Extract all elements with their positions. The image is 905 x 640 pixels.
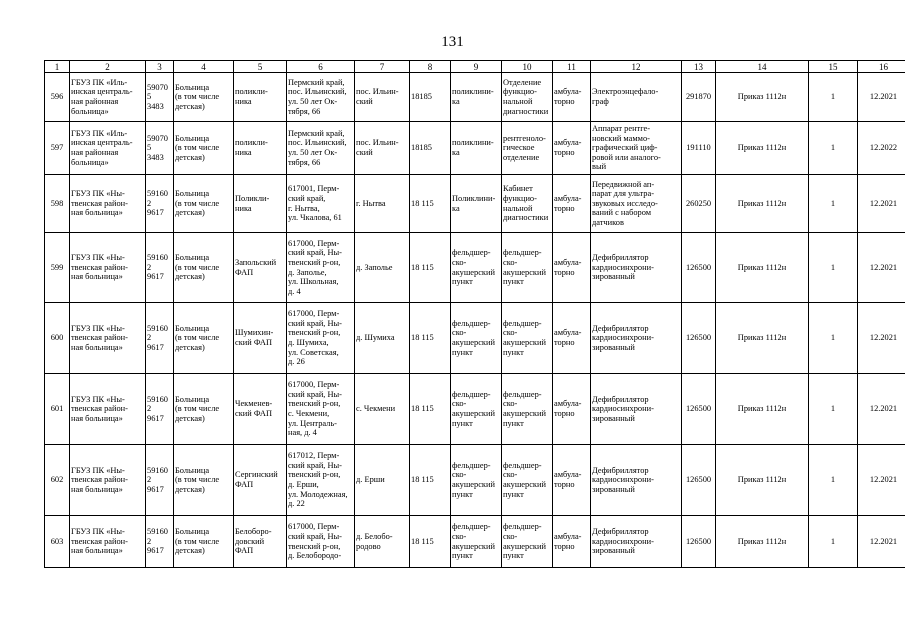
institution-type-cell: Больница (в том числе детская) xyxy=(174,73,234,122)
column-number: 11 xyxy=(553,61,591,73)
column-number: 1 xyxy=(45,61,70,73)
column-number: 7 xyxy=(355,61,410,73)
department-cell: фельдшер- ско- акушерский пункт xyxy=(502,374,553,445)
table-row xyxy=(45,233,905,303)
organization-inn-cell: 590705 3483 xyxy=(146,73,174,122)
equipment-name-cell: Аппарат рентге- новский маммо- графический циф- ровой или аналого- вый xyxy=(591,122,682,175)
facility-unit-cell: Поликли- ника xyxy=(234,175,287,233)
care-condition-cell: амбула- торно xyxy=(553,73,591,122)
equipment-price-cell: 126500 xyxy=(682,516,716,568)
care-condition-cell: амбула- торно xyxy=(553,374,591,445)
facility-address-cell: Пермский край, пос. Ильинский, ул. 50 лет Ок- тября, 66 xyxy=(287,122,355,175)
department-cell: фельдшер- ско- акушерский пункт xyxy=(502,303,553,374)
delivery-date-cell: 12.2021 xyxy=(858,175,905,233)
institution-type-cell: Больница (в том числе детская) xyxy=(174,122,234,175)
column-number: 9 xyxy=(451,61,502,73)
facility-unit-cell: Белоборо- довский ФАП xyxy=(234,516,287,568)
column-number: 2 xyxy=(70,61,146,73)
row-number-cell: 601 xyxy=(45,374,70,445)
facility-unit-cell: Запольский ФАП xyxy=(234,233,287,303)
organization-inn-cell: 591602 9617 xyxy=(146,445,174,516)
delivery-date-cell: 12.2021 xyxy=(858,303,905,374)
locality-cell: д. Заполье xyxy=(355,233,410,303)
column-number: 10 xyxy=(502,61,553,73)
equipment-table xyxy=(44,60,905,568)
division-cell: Поликлини- ка xyxy=(451,175,502,233)
division-cell: поликлини- ка xyxy=(451,122,502,175)
organization-name-cell: ГБУЗ ПК «Ны- твенская район- ная больница» xyxy=(70,374,146,445)
quantity-cell: 1 xyxy=(809,73,858,122)
okato-code-cell: 18185 xyxy=(410,73,451,122)
quantity-cell: 1 xyxy=(809,175,858,233)
department-cell: фельдшер- ско- акушерский пункт xyxy=(502,233,553,303)
department-cell: фельдшер- ско- акушерский пункт xyxy=(502,516,553,568)
locality-cell: д. Белобо- родово xyxy=(355,516,410,568)
facility-unit-cell: поликли- ника xyxy=(234,73,287,122)
quantity-cell: 1 xyxy=(809,445,858,516)
okato-code-cell: 18 115 xyxy=(410,175,451,233)
division-cell: фельдшер- ско- акушерский пункт xyxy=(451,445,502,516)
column-number: 12 xyxy=(591,61,682,73)
equipment-name-cell: Электроэнцефало- граф xyxy=(591,73,682,122)
facility-unit-cell: Сергинский ФАП xyxy=(234,445,287,516)
column-number: 13 xyxy=(682,61,716,73)
division-cell: фельдшер- ско- акушерский пункт xyxy=(451,303,502,374)
row-number-cell: 600 xyxy=(45,303,70,374)
row-number-cell: 602 xyxy=(45,445,70,516)
institution-type-cell: Больница (в том числе детская) xyxy=(174,175,234,233)
okato-code-cell: 18 115 xyxy=(410,516,451,568)
equipment-price-cell: 126500 xyxy=(682,303,716,374)
row-number-cell: 597 xyxy=(45,122,70,175)
table-row xyxy=(45,122,905,175)
organization-inn-cell: 591602 9617 xyxy=(146,516,174,568)
table-row xyxy=(45,374,905,445)
okato-code-cell: 18 115 xyxy=(410,374,451,445)
table-row xyxy=(45,73,905,122)
page-number: 131 xyxy=(441,34,464,50)
equipment-name-cell: Дефибриллятор кардиосинхрони- зированный xyxy=(591,233,682,303)
organization-name-cell: ГБУЗ ПК «Ны- твенская район- ная больница» xyxy=(70,303,146,374)
column-number: 5 xyxy=(234,61,287,73)
care-condition-cell: амбула- торно xyxy=(553,445,591,516)
equipment-price-cell: 260250 xyxy=(682,175,716,233)
facility-address-cell: 617000, Перм- ский край, Ны- твенский р-он, д. Шумиха, ул. Советская, д. 26 xyxy=(287,303,355,374)
equipment-price-cell: 126500 xyxy=(682,233,716,303)
care-condition-cell: амбула- торно xyxy=(553,233,591,303)
equipment-name-cell: Передвижной ап- парат для ультра- звуковых исследо- ваний с набором датчиков xyxy=(591,175,682,233)
table-body xyxy=(45,61,905,568)
facility-unit-cell: Шумихин- ский ФАП xyxy=(234,303,287,374)
locality-cell: пос. Ильин- ский xyxy=(355,73,410,122)
institution-type-cell: Больница (в том числе детская) xyxy=(174,303,234,374)
column-number: 6 xyxy=(287,61,355,73)
care-condition-cell: амбула- торно xyxy=(553,516,591,568)
table-row xyxy=(45,445,905,516)
organization-inn-cell: 591602 9617 xyxy=(146,233,174,303)
division-cell: фельдшер- ско- акушерский пункт xyxy=(451,374,502,445)
organization-name-cell: ГБУЗ ПК «Ны- твенская район- ная больница» xyxy=(70,233,146,303)
column-number: 3 xyxy=(146,61,174,73)
equipment-price-cell: 126500 xyxy=(682,445,716,516)
institution-type-cell: Больница (в том числе детская) xyxy=(174,233,234,303)
row-number-cell: 596 xyxy=(45,73,70,122)
okato-code-cell: 18 115 xyxy=(410,303,451,374)
care-condition-cell: амбула- торно xyxy=(553,122,591,175)
locality-cell: д. Ерши xyxy=(355,445,410,516)
equipment-price-cell: 126500 xyxy=(682,374,716,445)
legal-order-cell: Приказ 1112н xyxy=(716,303,809,374)
quantity-cell: 1 xyxy=(809,122,858,175)
column-number: 8 xyxy=(410,61,451,73)
equipment-name-cell: Дефибриллятор кардиосинхрони- зированный xyxy=(591,445,682,516)
row-number-cell: 598 xyxy=(45,175,70,233)
care-condition-cell: амбула- торно xyxy=(553,175,591,233)
facility-unit-cell: поликли- ника xyxy=(234,122,287,175)
column-number: 16 xyxy=(858,61,905,73)
legal-order-cell: Приказ 1112н xyxy=(716,374,809,445)
facility-address-cell: 617001, Перм- ский край, г. Нытва, ул. Чкалова, 61 xyxy=(287,175,355,233)
facility-address-cell: 617000, Перм- ский край, Ны- твенский р-он, д. Белобородо- xyxy=(287,516,355,568)
equipment-price-cell: 291870 xyxy=(682,73,716,122)
legal-order-cell: Приказ 1112н xyxy=(716,516,809,568)
column-number: 4 xyxy=(174,61,234,73)
department-cell: фельдшер- ско- акушерский пункт xyxy=(502,445,553,516)
department-cell: рентгеноло- гическое отделение xyxy=(502,122,553,175)
quantity-cell: 1 xyxy=(809,233,858,303)
institution-type-cell: Больница (в том числе детская) xyxy=(174,445,234,516)
delivery-date-cell: 12.2021 xyxy=(858,73,905,122)
organization-name-cell: ГБУЗ ПК «Иль- инская централь- ная районная больница» xyxy=(70,73,146,122)
facility-unit-cell: Чекменев- ский ФАП xyxy=(234,374,287,445)
equipment-name-cell: Дефибриллятор кардиосинхрони- зированный xyxy=(591,374,682,445)
department-cell: Кабинет функцио- нальной диагностики xyxy=(502,175,553,233)
column-number: 15 xyxy=(809,61,858,73)
locality-cell: д. Шумиха xyxy=(355,303,410,374)
institution-type-cell: Больница (в том числе детская) xyxy=(174,516,234,568)
okato-code-cell: 18 115 xyxy=(410,233,451,303)
organization-inn-cell: 591602 9617 xyxy=(146,175,174,233)
locality-cell: г. Нытва xyxy=(355,175,410,233)
delivery-date-cell: 12.2021 xyxy=(858,374,905,445)
table-row xyxy=(45,303,905,374)
locality-cell: пос. Ильин- ский xyxy=(355,122,410,175)
care-condition-cell: амбула- торно xyxy=(553,303,591,374)
delivery-date-cell: 12.2021 xyxy=(858,516,905,568)
facility-address-cell: 617000, Перм- ский край, Ны- твенский р-он, д. Заполье, ул. Школьная, д. 4 xyxy=(287,233,355,303)
row-number-cell: 599 xyxy=(45,233,70,303)
equipment-name-cell: Дефибриллятор кардиосинхрони- зированный xyxy=(591,303,682,374)
organization-name-cell: ГБУЗ ПК «Иль- инская централь- ная районная больница» xyxy=(70,122,146,175)
department-cell: Отделение функцио- нальной диагностики xyxy=(502,73,553,122)
locality-cell: с. Чекмени xyxy=(355,374,410,445)
equipment-name-cell: Дефибриллятор кардиосинхрони- зированный xyxy=(591,516,682,568)
division-cell: поликлини- ка xyxy=(451,73,502,122)
delivery-date-cell: 12.2021 xyxy=(858,233,905,303)
division-cell: фельдшер- ско- акушерский пункт xyxy=(451,516,502,568)
delivery-date-cell: 12.2022 xyxy=(858,122,905,175)
organization-name-cell: ГБУЗ ПК «Ны- твенская район- ная больница» xyxy=(70,175,146,233)
okato-code-cell: 18 115 xyxy=(410,445,451,516)
quantity-cell: 1 xyxy=(809,303,858,374)
table-row xyxy=(45,516,905,568)
legal-order-cell: Приказ 1112н xyxy=(716,73,809,122)
quantity-cell: 1 xyxy=(809,374,858,445)
organization-inn-cell: 590705 3483 xyxy=(146,122,174,175)
okato-code-cell: 18185 xyxy=(410,122,451,175)
organization-inn-cell: 591602 9617 xyxy=(146,303,174,374)
table-row xyxy=(45,175,905,233)
equipment-price-cell: 191110 xyxy=(682,122,716,175)
row-number-cell: 603 xyxy=(45,516,70,568)
header-row xyxy=(45,61,905,73)
delivery-date-cell: 12.2021 xyxy=(858,445,905,516)
organization-inn-cell: 591602 9617 xyxy=(146,374,174,445)
organization-name-cell: ГБУЗ ПК «Ны- твенская район- ная больница» xyxy=(70,516,146,568)
organization-name-cell: ГБУЗ ПК «Ны- твенская район- ная больница» xyxy=(70,445,146,516)
institution-type-cell: Больница (в том числе детская) xyxy=(174,374,234,445)
facility-address-cell: 617000, Перм- ский край, Ны- твенский р-он, с. Чекмени, ул. Централь- ная, д. 4 xyxy=(287,374,355,445)
legal-order-cell: Приказ 1112н xyxy=(716,175,809,233)
facility-address-cell: Пермский край, пос. Ильинский, ул. 50 лет Ок- тября, 66 xyxy=(287,73,355,122)
legal-order-cell: Приказ 1112н xyxy=(716,233,809,303)
legal-order-cell: Приказ 1112н xyxy=(716,122,809,175)
facility-address-cell: 617012, Перм- ский край, Ны- твенский р-он, д. Ерши, ул. Молодежная, д. 22 xyxy=(287,445,355,516)
legal-order-cell: Приказ 1112н xyxy=(716,445,809,516)
quantity-cell: 1 xyxy=(809,516,858,568)
column-number: 14 xyxy=(716,61,809,73)
division-cell: фельдшер- ско- акушерский пункт xyxy=(451,233,502,303)
